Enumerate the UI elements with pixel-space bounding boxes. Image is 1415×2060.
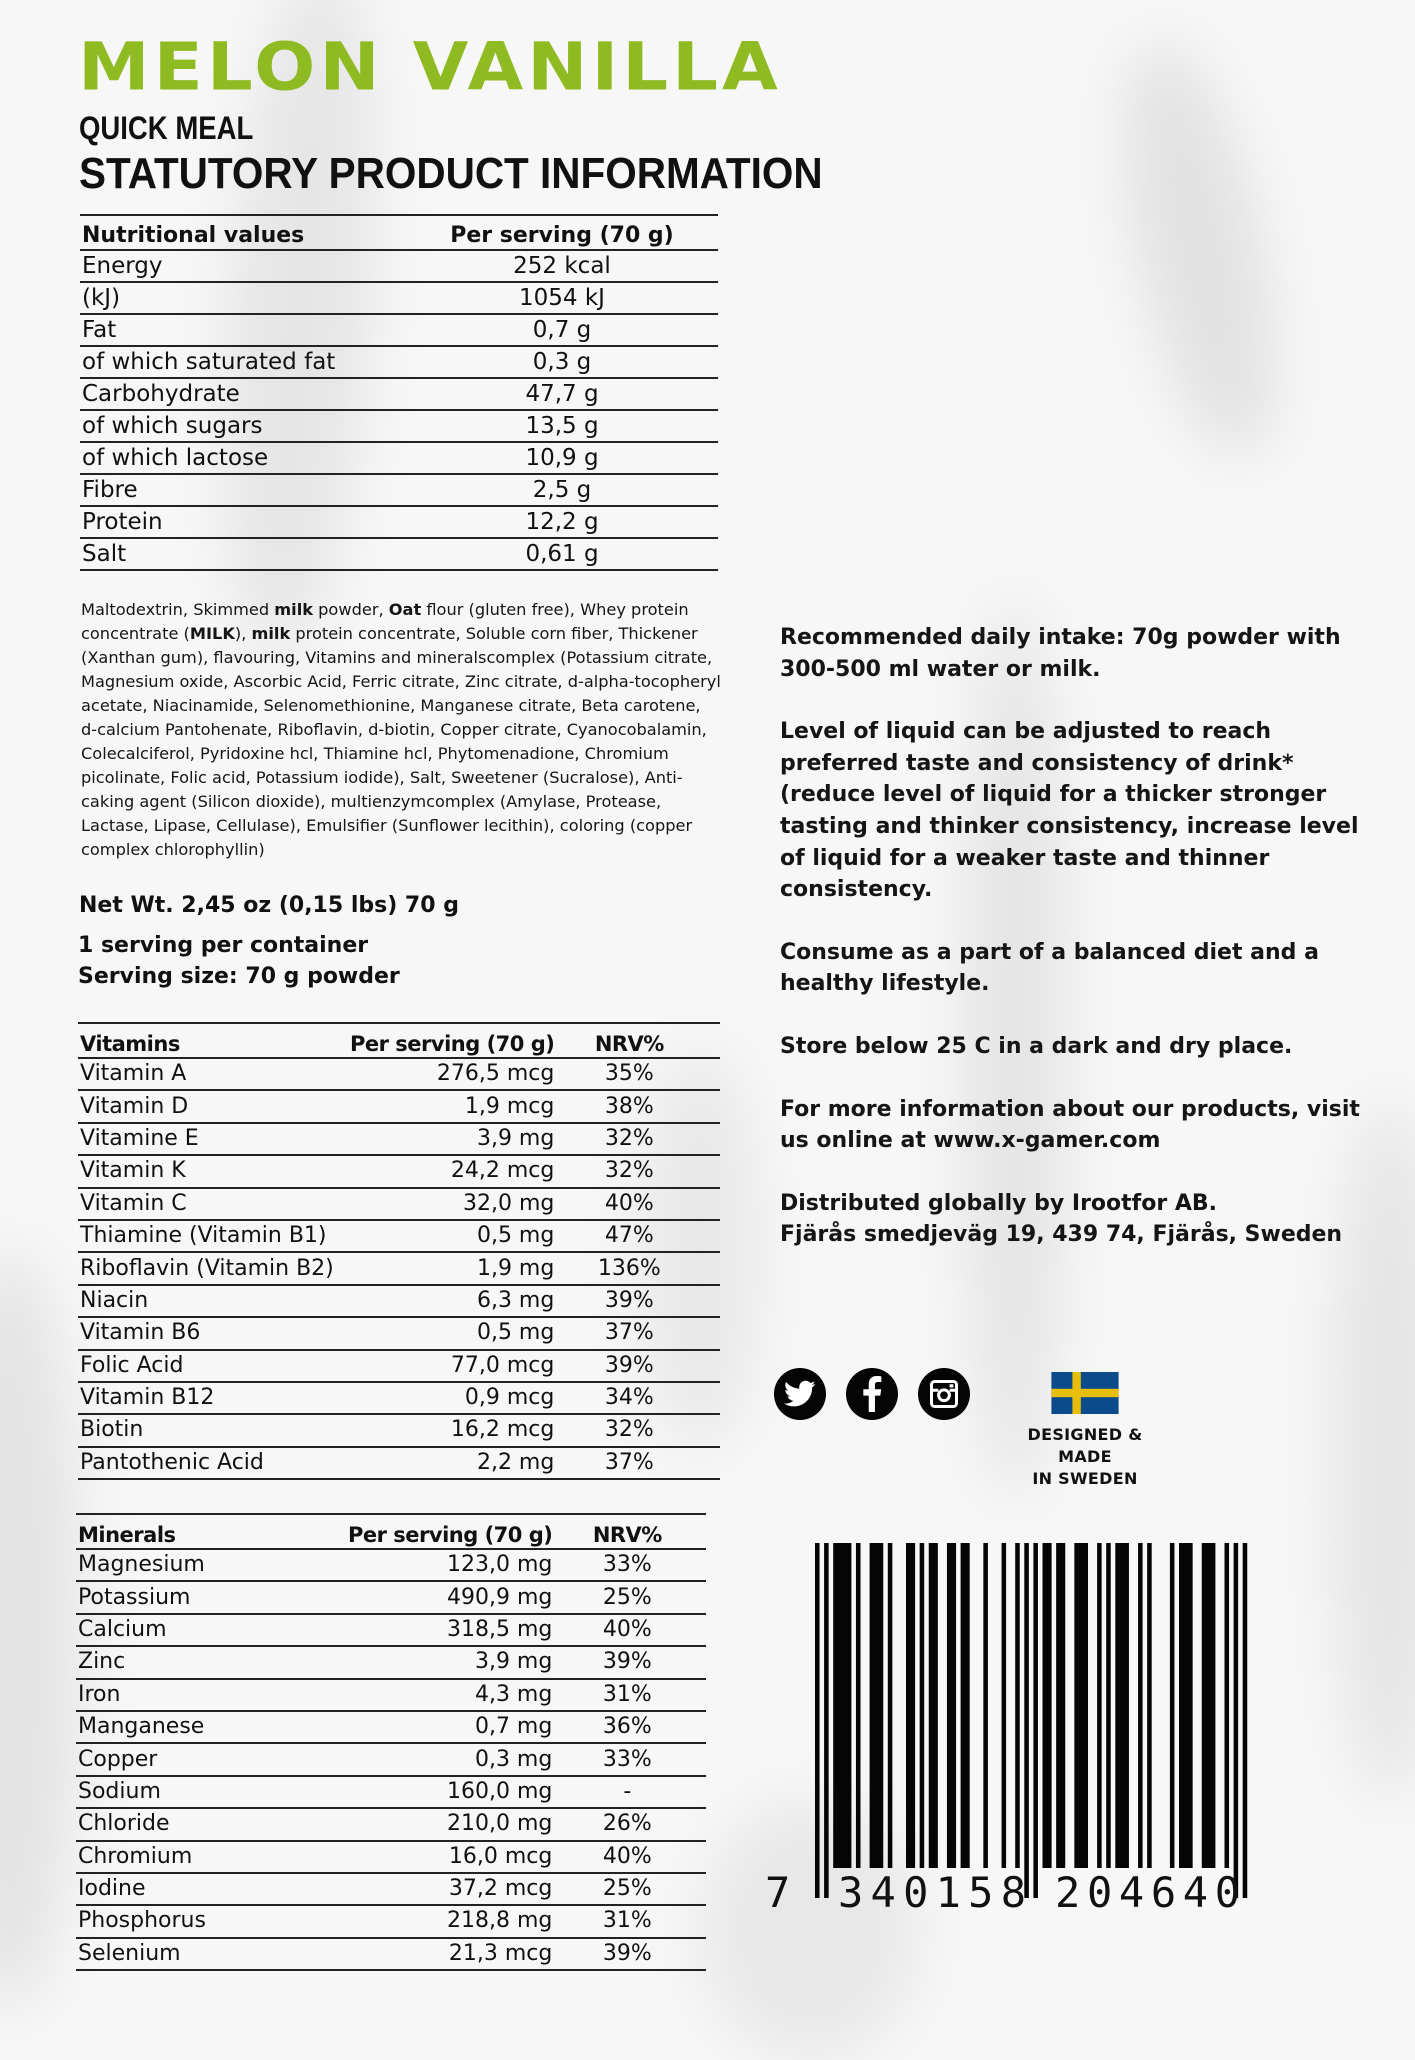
mineral-row-value: 0,3 mg	[474, 1746, 553, 1772]
vitamin-row-nrv: 32%	[604, 1417, 654, 1443]
vitamin-row-value: 3,9 mg	[476, 1125, 555, 1151]
barcode-bar	[1234, 1543, 1239, 1898]
barcode-bar	[1225, 1543, 1230, 1868]
nutrition-row-label: Fibre	[82, 477, 138, 503]
mineral-row	[76, 1581, 706, 1613]
ingredient-text: protein concentrate, Soluble corn fiber, Thickener (Xanthan gum), flavouring, Vitamins and mineralscomplex (Potassium citrate, Magnesium oxide, Ascorbic Acid, Ferric citrate, Zinc citrate, d-alpha-tocopheryl acetate, Niacinamide, Selenomethionine, Manganese citrate, Beta carotene, d-calcium Pantohenate, Riboflavin, d-biotin, Copper citrate, Cyanocobalamin, Colecalciferol, Pyridoxine hcl, Thiamine hcl, Phytomenadione, Chromium picolinate, Folic acid, Potassium iodide), Salt, Sweetener (Sucralose), Anti-caking agent (Silicon dioxide), multienzymcomplex (Amylase, Protease, Lactase, Lipase, Cellulase), Emulsifier (Sunflower lecithin), coloring (copper complex chlorophyllin)	[81, 624, 721, 859]
mineral-row-label: Potassium	[78, 1584, 191, 1610]
mineral-row-nrv: 39%	[602, 1940, 652, 1966]
vitamin-row-nrv: 39%	[604, 1352, 654, 1378]
servings-per-container: 1 serving per container	[78, 933, 369, 958]
vitamin-row	[78, 1447, 720, 1479]
barcode-first-digit: 7	[765, 1868, 791, 1917]
mineral-row-nrv: 40%	[602, 1843, 652, 1869]
nutrition-row-value: 12,2 g	[525, 509, 599, 535]
vitamins-header-label: Vitamins	[80, 1032, 180, 1056]
mineral-row	[76, 1711, 706, 1743]
mineral-row-value: 37,2 mcg	[448, 1876, 553, 1902]
nutrition-row-value: 0,7 g	[532, 317, 592, 343]
barcode-bar	[1106, 1543, 1111, 1868]
nutrition-row-value: 0,3 g	[532, 349, 592, 375]
barcode-bar	[833, 1543, 851, 1868]
nutrition-row	[80, 314, 718, 346]
allergen-text: milk	[251, 624, 291, 643]
mineral-row-value: 160,0 mg	[446, 1778, 553, 1804]
nutrition-row-value: 13,5 g	[525, 413, 599, 439]
vitamin-row-value: 1,9 mcg	[464, 1093, 555, 1119]
mineral-row	[76, 1549, 706, 1581]
barcode-bar	[929, 1543, 938, 1868]
vitamin-row-value: 24,2 mcg	[450, 1158, 555, 1184]
barcode-bar	[888, 1543, 893, 1868]
vitamin-row-label: Vitamin B6	[80, 1320, 201, 1346]
nutrition-row-label: (kJ)	[82, 285, 121, 311]
net-weight: Net Wt. 2,45 oz (0,15 lbs) 70 g	[79, 893, 459, 918]
mineral-row-nrv: 33%	[602, 1552, 652, 1578]
mineral-row	[76, 1646, 706, 1678]
minerals-header-row	[76, 1514, 706, 1549]
barcode-bar	[961, 1543, 970, 1868]
mineral-row-label: Magnesium	[78, 1552, 205, 1578]
vitamin-row	[78, 1090, 720, 1122]
mineral-row	[76, 1808, 706, 1840]
recommended-intake: Recommended daily intake: 70g powder with 300-500 ml water or milk.	[780, 625, 1341, 682]
mineral-row-nrv: 40%	[602, 1616, 652, 1642]
nutrition-row-value: 10,9 g	[525, 445, 599, 471]
barcode-left-digits: 340158	[838, 1868, 1026, 1917]
nutrition-row-label: of which sugars	[82, 413, 263, 439]
barcode-bar	[1202, 1543, 1216, 1868]
barcode-bar	[1147, 1543, 1152, 1868]
nutrition-header-label: Nutritional values	[82, 223, 305, 248]
foil-shadow	[1098, 32, 1303, 468]
product-line: QUICK MEAL	[79, 110, 254, 146]
origin-line-2: IN SWEDEN	[1032, 1469, 1138, 1488]
mineral-row	[76, 1679, 706, 1711]
barcode-bar	[1056, 1543, 1065, 1868]
vitamin-row-value: 77,0 mcg	[450, 1352, 555, 1378]
ingredient-text: Maltodextrin, Skimmed	[81, 600, 275, 619]
mineral-row-value: 4,3 mg	[474, 1681, 553, 1707]
nutrition-row-value: 252 kcal	[513, 253, 611, 279]
barcode-bar	[1024, 1543, 1029, 1898]
mineral-row-nrv: 31%	[602, 1908, 652, 1934]
mineral-row-value: 16,0 mcg	[448, 1843, 553, 1869]
nutrition-row	[80, 346, 718, 378]
barcode-bar	[870, 1543, 884, 1868]
vitamin-row-nrv: 35%	[604, 1061, 654, 1087]
nutrition-header-row	[80, 215, 718, 250]
vitamin-row-label: Vitamin D	[80, 1093, 189, 1119]
vitamin-row	[78, 1155, 720, 1187]
barcode-bar	[1243, 1543, 1248, 1898]
nutrition-row-label: Energy	[82, 253, 163, 279]
vitamin-row-label: Pantothenic Acid	[80, 1449, 264, 1475]
nutrition-row-value: 2,5 g	[532, 477, 592, 503]
barcode-bar	[1179, 1543, 1193, 1868]
vitamins-header-nrv: NRV%	[594, 1032, 664, 1056]
mineral-row-nrv: 25%	[602, 1876, 652, 1902]
mineral-row	[76, 1938, 706, 1970]
mineral-row-value: 210,0 mg	[446, 1811, 553, 1837]
minerals-header-nrv: NRV%	[592, 1523, 662, 1547]
mineral-row-nrv: 25%	[602, 1584, 652, 1610]
barcode-bar	[947, 1543, 956, 1868]
vitamin-row-value: 0,5 mg	[476, 1223, 555, 1249]
vitamin-row	[78, 1058, 720, 1090]
barcode-right-digits: 204640	[1055, 1868, 1240, 1917]
barcode-bar	[983, 1543, 988, 1868]
mineral-row-nrv: 26%	[602, 1811, 652, 1837]
mineral-row-value: 0,7 mg	[474, 1714, 553, 1740]
vitamin-row-label: Thiamine (Vitamin B1)	[80, 1223, 327, 1249]
vitamin-row-value: 32,0 mg	[462, 1190, 555, 1216]
mineral-row-nrv: 31%	[602, 1681, 652, 1707]
vitamin-row-nrv: 39%	[604, 1287, 654, 1313]
barcode-bar	[824, 1543, 829, 1898]
minerals-table	[76, 1513, 706, 1971]
mineral-row	[76, 1614, 706, 1646]
ingredient-text: flour (gluten free), Whey protein concentrate (	[81, 600, 689, 643]
foil-shadow	[0, 1250, 80, 2010]
vitamin-row	[78, 1382, 720, 1414]
vitamin-row-label: Niacin	[80, 1287, 149, 1313]
vitamin-row-label: Vitamin K	[80, 1158, 186, 1184]
vitamin-row-nrv: 136%	[597, 1255, 661, 1281]
nutrition-row	[80, 282, 718, 314]
barcode-bar	[1002, 1543, 1007, 1868]
vitamin-row-nrv: 47%	[604, 1223, 654, 1249]
nutrition-row-label: Salt	[82, 541, 127, 567]
usage-instructions	[780, 622, 1380, 1282]
vitamin-row-value: 6,3 mg	[476, 1287, 555, 1313]
page-heading: STATUTORY PRODUCT INFORMATION	[79, 149, 823, 198]
barcode-bar	[1170, 1543, 1175, 1868]
allergen-text: MILK	[189, 624, 235, 643]
barcode-bar	[906, 1543, 915, 1868]
barcode-bar	[1043, 1543, 1052, 1868]
nutrition-row-label: Protein	[82, 509, 163, 535]
barcode-bars	[815, 1543, 1247, 1898]
mineral-row	[76, 1905, 706, 1937]
vitamin-row-value: 2,2 mg	[476, 1449, 555, 1475]
barcode-bar	[1115, 1543, 1129, 1868]
origin-line-1: DESIGNED & MADE	[1027, 1425, 1143, 1466]
origin-badge	[1000, 1372, 1170, 1490]
ingredient-text: ),	[234, 624, 252, 643]
barcode-bar	[1033, 1543, 1038, 1898]
mineral-row-nrv: -	[623, 1778, 632, 1804]
vitamin-row-nrv: 32%	[604, 1158, 654, 1184]
diet-notice: Consume as a part of a balanced diet and a healthy lifestyle.	[780, 939, 1319, 997]
distributor-name: Distributed globally by Irootfor AB.	[780, 1190, 1218, 1216]
vitamins-header-row	[78, 1023, 720, 1058]
mineral-row-value: 123,0 mg	[446, 1552, 553, 1578]
nutrition-row-label: of which lactose	[82, 445, 269, 471]
instagram-icon	[929, 1379, 959, 1409]
vitamin-row-label: Vitamin A	[80, 1061, 187, 1087]
liquid-adjustment: Level of liquid can be adjusted to reach preferred taste and consistency of drink* (reduce level of liquid for a thicker stronger tasting and thinker consistency, increase level of liquid for a weaker taste and thinner consistency.	[780, 719, 1359, 903]
nutrition-row-value: 1054 kJ	[519, 285, 605, 311]
vitamin-row	[78, 1285, 720, 1317]
nutrition-header-value: Per serving (70 g)	[450, 223, 674, 248]
product-flavor-title: MELON VANILLA	[78, 28, 782, 106]
nutrition-row	[80, 250, 718, 282]
serving-size: Serving size: 70 g powder	[78, 964, 400, 989]
vitamin-row-label: Biotin	[80, 1417, 144, 1443]
vitamin-row	[78, 1414, 720, 1446]
vitamin-row	[78, 1188, 720, 1220]
nutrition-row-value: 0,61 g	[525, 541, 599, 567]
twitter-button[interactable]	[774, 1368, 826, 1420]
vitamin-row-label: Riboflavin (Vitamin B2)	[80, 1255, 334, 1281]
website-info: For more information about our products, visit us online at www.x-gamer.com	[780, 1096, 1360, 1154]
vitamin-row-value: 276,5 mcg	[436, 1061, 555, 1087]
nutrition-row	[80, 474, 718, 506]
mineral-row-nrv: 33%	[602, 1746, 652, 1772]
vitamins-header-value: Per serving (70 g)	[350, 1032, 555, 1056]
facebook-icon	[861, 1376, 883, 1412]
mineral-row-label: Calcium	[78, 1616, 167, 1642]
instagram-button[interactable]	[918, 1368, 970, 1420]
storage-notice: Store below 25 C in a dark and dry place.	[780, 1033, 1293, 1059]
mineral-row-label: Copper	[78, 1746, 158, 1772]
vitamin-row-nrv: 37%	[604, 1449, 654, 1475]
vitamin-row	[78, 1252, 720, 1284]
mineral-row-value: 318,5 mg	[446, 1616, 553, 1642]
distributor	[780, 1188, 1380, 1251]
mineral-row	[76, 1743, 706, 1775]
mineral-row	[76, 1776, 706, 1808]
serving-info	[78, 930, 400, 992]
ingredients-text	[81, 598, 721, 862]
ingredient-text: powder,	[313, 600, 389, 619]
vitamin-row-value: 0,5 mg	[476, 1320, 555, 1346]
nutrition-row	[80, 442, 718, 474]
vitamin-row-label: Vitamin C	[80, 1190, 187, 1216]
vitamin-row-nrv: 40%	[604, 1190, 654, 1216]
barcode-bar	[856, 1543, 861, 1868]
nutrition-row	[80, 538, 718, 570]
mineral-row	[76, 1841, 706, 1873]
minerals-header-label: Minerals	[78, 1523, 176, 1547]
barcode-bar	[920, 1543, 925, 1868]
nutrition-row-label: Fat	[82, 317, 117, 343]
barcode-bar	[815, 1543, 820, 1898]
vitamin-row-label: Vitamin B12	[80, 1385, 215, 1411]
mineral-row-label: Selenium	[78, 1940, 181, 1966]
barcode-bar	[1074, 1543, 1088, 1868]
mineral-row-label: Iron	[78, 1681, 121, 1707]
vitamin-row	[78, 1123, 720, 1155]
nutrition-table	[80, 214, 718, 571]
nutrition-row-value: 47,7 g	[525, 381, 599, 407]
twitter-icon	[784, 1380, 816, 1408]
mineral-row-label: Zinc	[78, 1649, 126, 1675]
vitamin-row-nrv: 38%	[604, 1093, 654, 1119]
vitamin-row-nrv: 37%	[604, 1320, 654, 1346]
mineral-row-label: Sodium	[78, 1778, 161, 1804]
mineral-row-value: 490,9 mg	[446, 1584, 553, 1610]
nutrition-row	[80, 506, 718, 538]
vitamin-row-label: Folic Acid	[80, 1352, 184, 1378]
vitamin-row	[78, 1350, 720, 1382]
origin-text	[1000, 1424, 1170, 1490]
vitamin-row	[78, 1317, 720, 1349]
mineral-row-label: Iodine	[78, 1876, 146, 1902]
vitamin-row-nrv: 34%	[604, 1385, 654, 1411]
vitamin-row	[78, 1220, 720, 1252]
vitamins-table	[78, 1022, 720, 1480]
allergen-text: milk	[274, 600, 314, 619]
vitamin-row-value: 16,2 mcg	[450, 1417, 555, 1443]
mineral-row-label: Phosphorus	[78, 1908, 206, 1934]
sweden-flag-icon	[1043, 1372, 1127, 1414]
vitamin-row-value: 1,9 mg	[476, 1255, 555, 1281]
mineral-row-label: Chromium	[78, 1843, 193, 1869]
nutrition-row-label: Carbohydrate	[82, 381, 240, 407]
vitamin-row-label: Vitamine E	[80, 1125, 199, 1151]
nutrition-row	[80, 378, 718, 410]
mineral-row-label: Chloride	[78, 1811, 170, 1837]
vitamin-row-value: 0,9 mcg	[464, 1385, 555, 1411]
social-links	[774, 1368, 970, 1420]
barcode-bar	[1138, 1543, 1143, 1868]
distributor-address: Fjärås smedjeväg 19, 439 74, Fjärås, Sweden	[780, 1222, 1343, 1248]
mineral-row-value: 218,8 mg	[446, 1908, 553, 1934]
mineral-row	[76, 1873, 706, 1905]
barcode-bar	[1015, 1543, 1020, 1868]
mineral-row-value: 3,9 mg	[474, 1649, 553, 1675]
allergen-text: Oat	[388, 600, 422, 619]
facebook-button[interactable]	[846, 1368, 898, 1420]
mineral-row-value: 21,3 mcg	[448, 1940, 553, 1966]
mineral-row-label: Manganese	[78, 1714, 205, 1740]
minerals-header-value: Per serving (70 g)	[348, 1523, 553, 1547]
barcode-bar	[1097, 1543, 1102, 1868]
mineral-row-nrv: 39%	[602, 1649, 652, 1675]
mineral-row-nrv: 36%	[602, 1714, 652, 1740]
nutrition-row-label: of which saturated fat	[82, 349, 336, 375]
nutrition-row	[80, 410, 718, 442]
vitamin-row-nrv: 32%	[604, 1125, 654, 1151]
barcode	[765, 1525, 1285, 1920]
